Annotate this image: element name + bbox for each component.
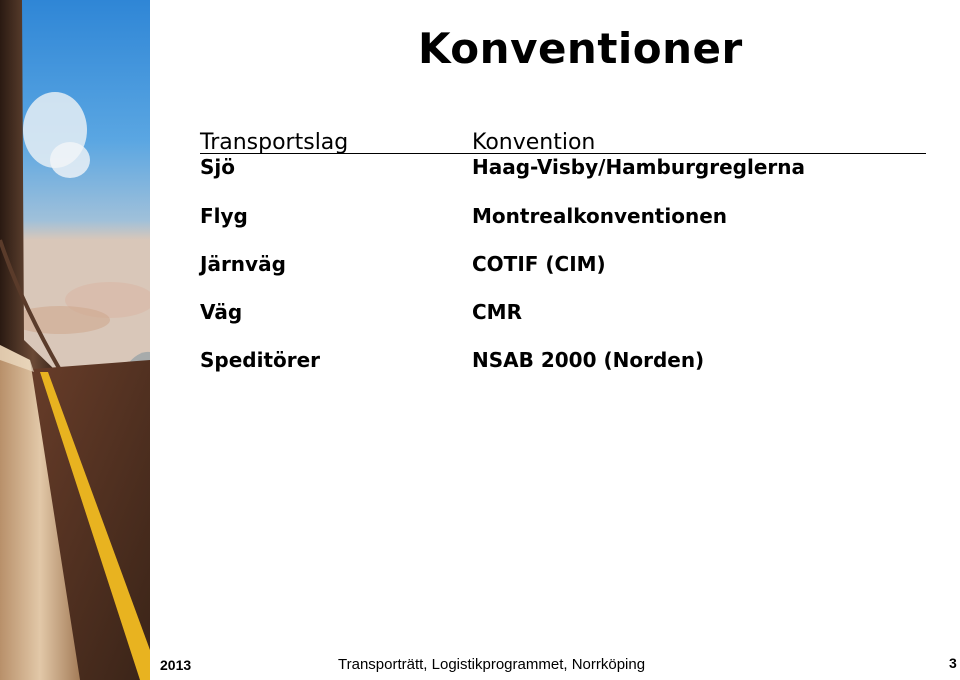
row-convention-air: Montrealkonventionen bbox=[472, 204, 727, 228]
page-number: 3 bbox=[949, 655, 957, 671]
row-convention-sea: Haag-Visby/Hamburgreglerna bbox=[472, 155, 806, 179]
row-convention-forwarders: NSAB 2000 (Norden) bbox=[472, 348, 705, 372]
footer-year: 2013 bbox=[160, 657, 192, 673]
row-mode-air: Flyg bbox=[200, 204, 248, 228]
slide-title: Konventioner bbox=[418, 24, 743, 73]
header-divider bbox=[200, 153, 926, 154]
header-convention: Konvention bbox=[472, 130, 596, 155]
row-convention-rail: COTIF (CIM) bbox=[472, 252, 606, 276]
header-transport-mode: Transportslag bbox=[200, 130, 349, 155]
row-convention-road: CMR bbox=[472, 300, 522, 324]
row-mode-rail: Järnväg bbox=[200, 252, 286, 276]
row-mode-sea: Sjö bbox=[200, 155, 235, 179]
road-bridge-image bbox=[0, 0, 150, 680]
row-mode-forwarders: Speditörer bbox=[200, 348, 321, 372]
row-mode-road: Väg bbox=[200, 300, 243, 324]
footer-text: Transporträtt, Logistikprogrammet, Norrköping bbox=[338, 656, 646, 673]
